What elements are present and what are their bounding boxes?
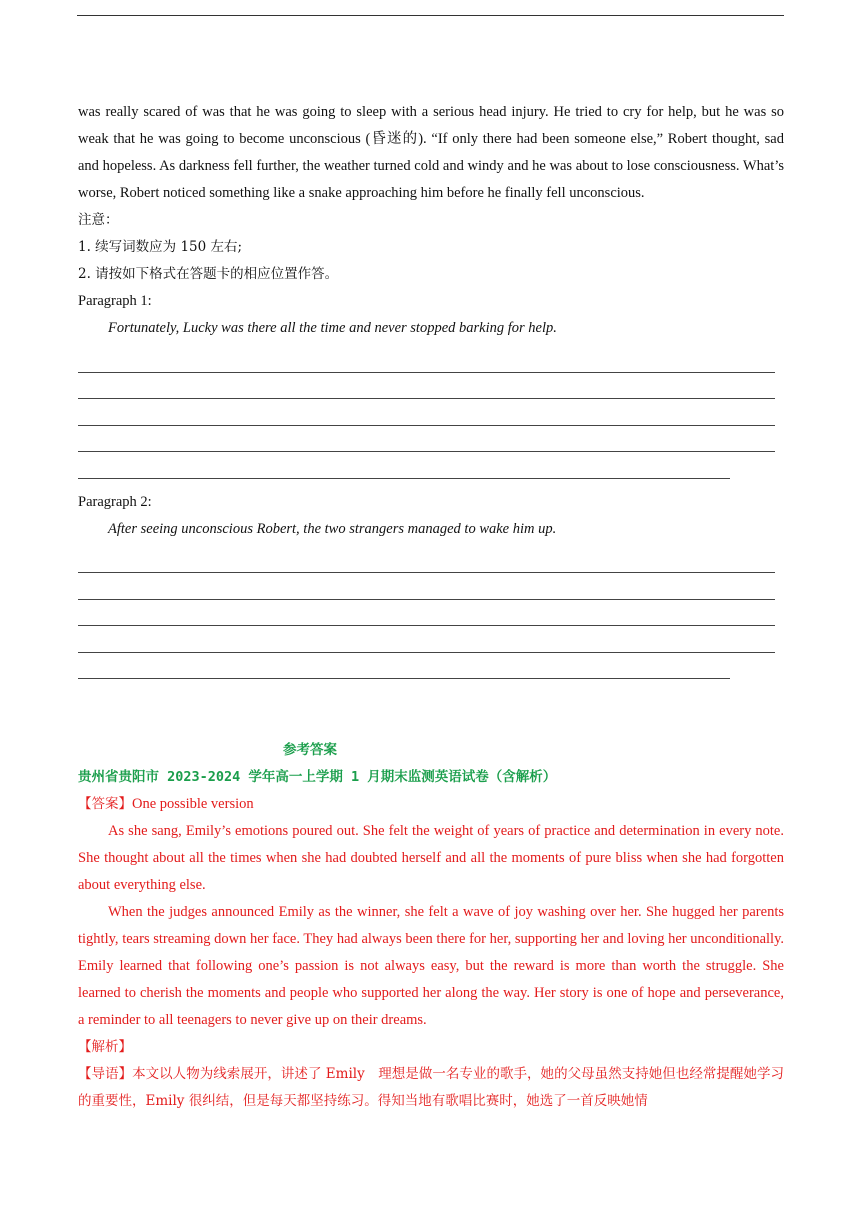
paragraph2-label: Paragraph 2: xyxy=(78,493,152,510)
note-item-2: 2. 请按如下格式在答题卡的相应位置作答。 xyxy=(78,266,339,282)
answer-line[interactable] xyxy=(78,346,775,373)
answer-line[interactable] xyxy=(78,600,775,627)
answer-line[interactable] xyxy=(78,653,730,680)
answer-line[interactable] xyxy=(78,452,730,479)
answer-tag: 【答案】 xyxy=(78,796,132,812)
analysis-tag: 【解析】 xyxy=(78,1039,132,1055)
answer-paragraph-2: When the judges announced Emily as the winner, she felt a wave of joy washing over her. She hugged her parents tightly, tears streaming down her face. They had always been there for her, supporting her and loving her unconditionally. Emily learned that following one’s passion is not always easy, but the reward is more than worth the struggle. She learned to cherish the moments and people who supported her along the way. Her story is one of hope and perseverance, a reminder to all teenagers to never give up on their dreams. xyxy=(78,904,784,1028)
paragraph2-answer-lines xyxy=(78,547,784,680)
guide-tag: 【导语】 xyxy=(78,1066,133,1082)
paragraph2-prompt: After seeing unconscious Robert, the two strangers managed to wake him up. xyxy=(108,520,557,537)
note-item-1: 1. 续写词数应为 150 左右; xyxy=(78,239,243,255)
document-page xyxy=(78,99,784,1115)
answer-label: One possible version xyxy=(132,796,254,812)
answer-line[interactable] xyxy=(78,573,775,600)
answer-paragraph-1: As she sang, Emily’s emotions poured out. She felt the weight of years of practice and determination in every note. She thought about all the times when she had doubted herself and all the moments of pure bliss when she had forgotten about everything else. xyxy=(78,823,784,893)
answer-line[interactable] xyxy=(78,373,775,400)
notes-heading: 注意： xyxy=(78,212,119,228)
exam-title: 贵州省贵阳市 2023-2024 学年高一上学期 1 月期末监测英语试卷（含解析） xyxy=(78,769,557,785)
answer-line[interactable] xyxy=(78,547,775,574)
passage-ending: was really scared of was that he was going to sleep with a serious head injury. He tried to cry for help, but he was so weak that he was going to become unconscious (昏迷的). “If only there had been someone else,” Robert thought, sad and hopeless. As darkness fell further, the weather turned cold and windy and he was about to lose consciousness. What’s worse, Robert noticed something like a snake approaching him before he finally fell unconscious. xyxy=(78,104,784,201)
paragraph1-label: Paragraph 1: xyxy=(78,293,152,309)
paragraph1-prompt: Fortunately, Lucky was there all the time and never stopped barking for help. xyxy=(108,320,557,336)
reference-answer-title: 参考答案 xyxy=(283,742,337,758)
answer-line[interactable] xyxy=(78,426,775,453)
answer-line[interactable] xyxy=(78,399,775,426)
answer-line[interactable] xyxy=(78,626,775,653)
answer-header xyxy=(78,791,784,818)
guide-paragraph xyxy=(78,1061,784,1115)
guide-text: 本文以人物为线索展开，讲述了 Emily 理想是做一名专业的歌手，她的父母虽然支持她但也经常提醒她学习的重要性，Emily 很纠结，但是每天都坚持练习。得知当地有歌唱比赛时，她选了一首反映她情 xyxy=(78,1066,784,1109)
paragraph1-answer-lines xyxy=(78,346,784,479)
header-rule xyxy=(77,15,784,16)
